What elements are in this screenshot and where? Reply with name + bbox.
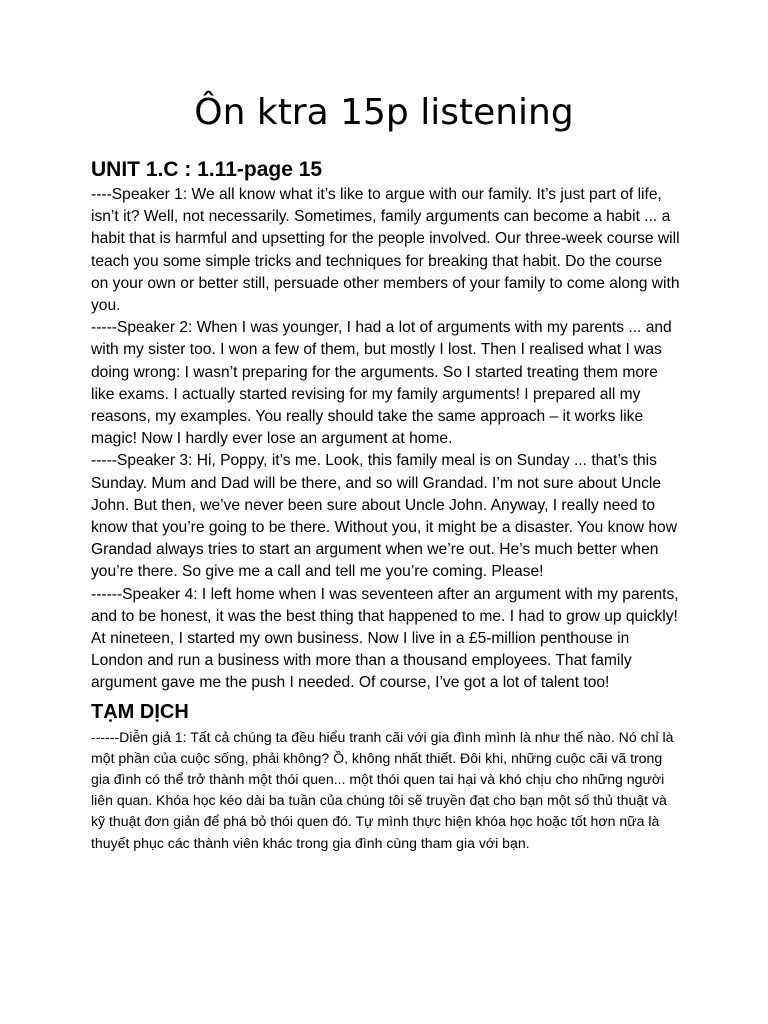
translation-1-paragraph: ------Diễn giả 1: Tất cả chúng ta đều hiểu tranh cãi với gia đình mình là như thế nào. Nó chỉ là một phần của cuộc sống, phải không? Ồ, không nhất thiết. Đôi khi, những cuộc cãi vã trong gia đình có thể trở thành một thói quen... một thói quen tai hại và khó chịu cho những người liên quan. Khóa học kéo dài ba tuần của chúng tôi sẽ truyền đạt cho bạn một số thủ thuật và kỹ thuật đơn giản để phá bỏ thói quen đó. Tự mình thực hiện khóa học hoặc tốt hơn nữa là thuyết phục các thành viên khác trong gia đình cùng tham gia với bạn. bbox=[91, 728, 674, 851]
unit-heading: UNIT 1.C : 1.11-page 15 bbox=[91, 158, 323, 181]
speaker-3-paragraph: -----Speaker 3: Hi, Poppy, it’s me. Look, this family meal is on Sunday ... that’s this Sunday. Mum and Dad will be there, and so will Grandad. I’m not sure about Uncle John. But then, we’ve never been sure about Uncle John. Anyway, I really need to know that you’re going to be there. Without you, it might be a disaster. You know how Grandad always tries to start an argument when we’re out. He’s much better when you’re there. So give me a call and tell me you’re coming. Please! bbox=[91, 452, 677, 581]
document-body bbox=[91, 156, 683, 854]
speaker-1-paragraph: ----Speaker 1: We all know what it’s like to argue with our family. It’s just part of life, isn’t it? Well, not necessarily. Sometimes, family arguments can become a habit ... a habit that is harmful and upsetting for the people involved. Our three-week course will teach you some simple tricks and techniques for breaking that habit. Do the course on your own or better still, persuade other members of your family to come along with you. bbox=[91, 186, 680, 315]
speaker-4-paragraph: ------Speaker 4: I left home when I was seventeen after an argument with my parents, and to be honest, it was the best thing that happened to me. I had to grow up quickly! At nineteen, I started my own business. Now I live in a £5-million penthouse in London and run a business with more than a thousand employees. That family argument gave me the push I needed. Of course, I’ve got a lot of talent too! bbox=[91, 585, 679, 692]
document-title: Ôn ktra 15p listening bbox=[194, 92, 574, 133]
speaker-2-paragraph: -----Speaker 2: When I was younger, I had a lot of arguments with my parents ... and with my sister too. I won a few of them, but mostly I lost. Then I realised what I was doing wrong: I wasn’t preparing for the arguments. So I started treating them more like exams. I actually started revising for my family arguments! I prepared all my reasons, my examples. You really should take the same approach – it works like magic! Now I hardly ever lose an argument at home. bbox=[91, 319, 672, 448]
translation-heading: TẠM DỊCH bbox=[91, 700, 189, 723]
